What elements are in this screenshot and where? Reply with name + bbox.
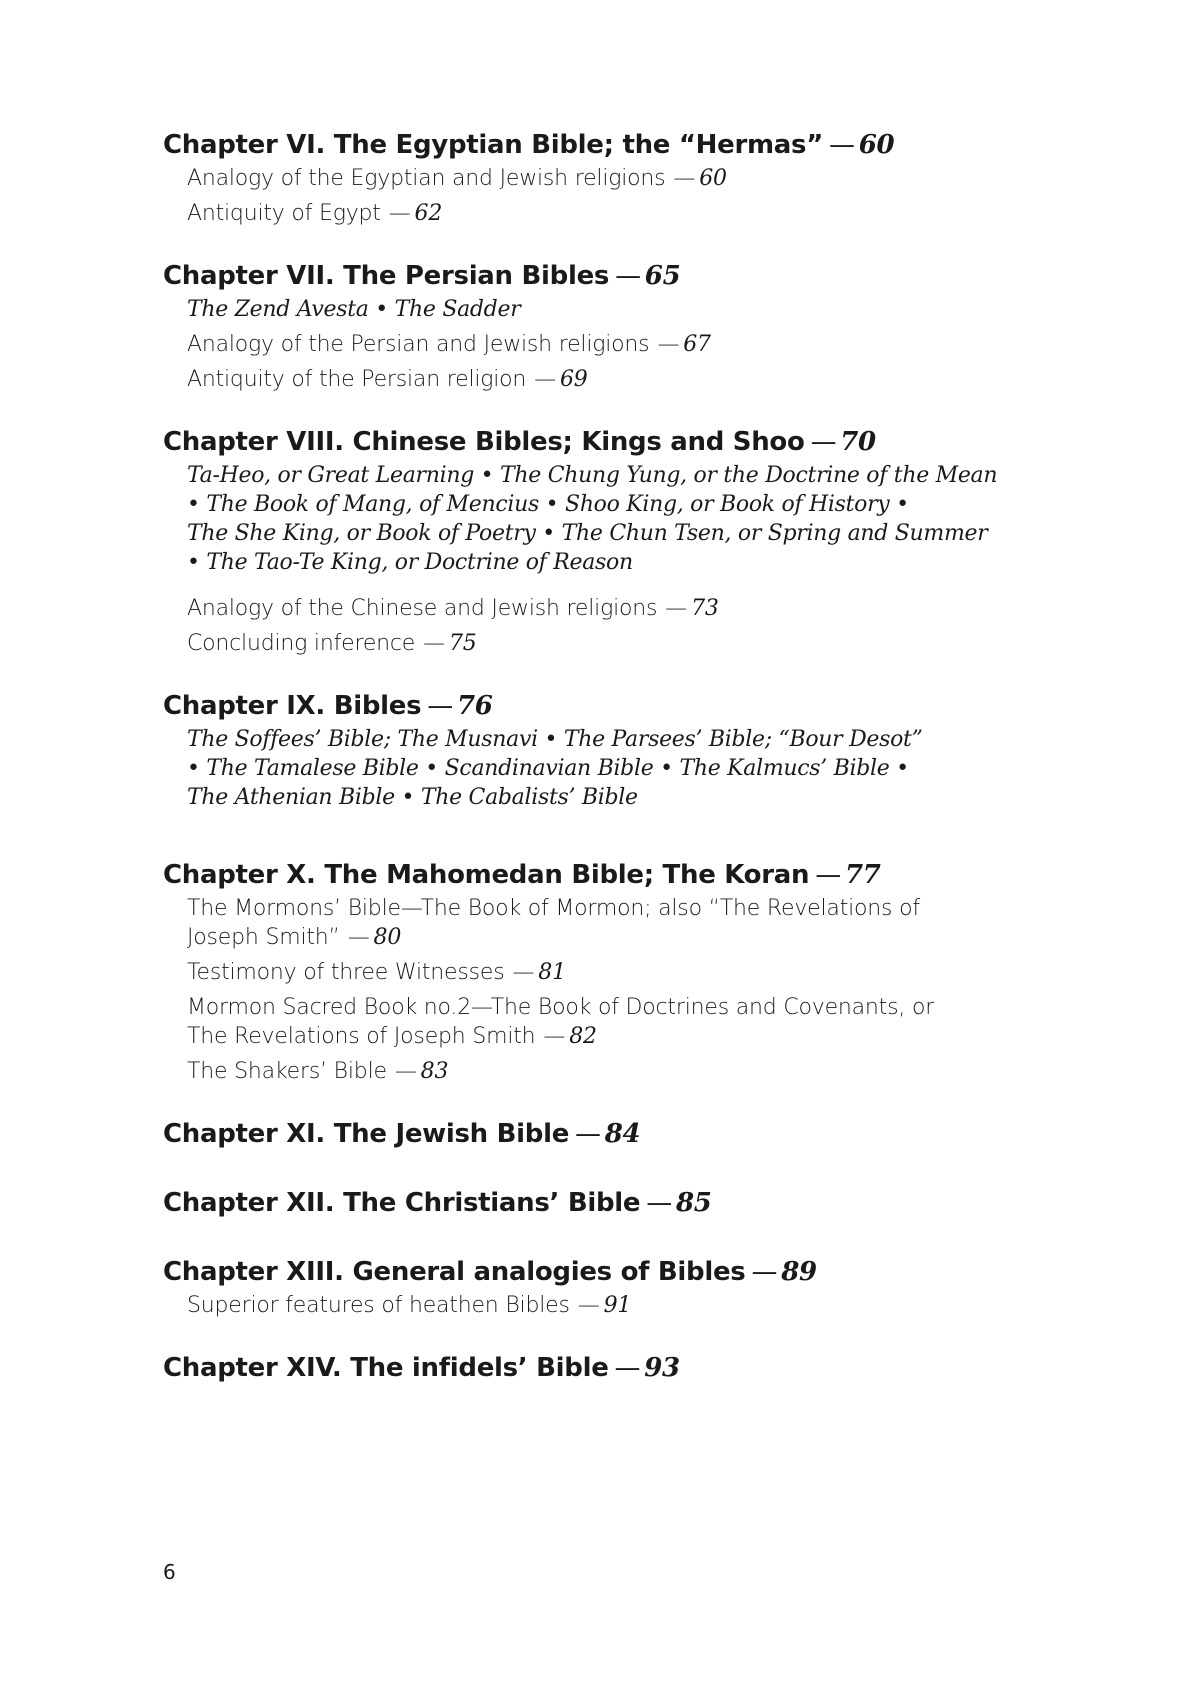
separator: — — [751, 1257, 778, 1287]
chapter-9 — [163, 689, 1043, 812]
chapter-6 — [163, 128, 1043, 228]
chapter-title: Chapter VII. The Persian Bibles — [163, 261, 610, 291]
chapter-heading — [163, 259, 1043, 293]
chapter-page: 70 — [840, 427, 876, 457]
chapter-title: Chapter IX. Bibles — [163, 691, 422, 721]
entry-page: 73 — [691, 596, 719, 621]
separator: — — [427, 691, 453, 721]
separator: — — [615, 261, 641, 291]
separator: — — [575, 1119, 601, 1149]
separator: — — [657, 332, 680, 357]
entry-text: Antiquity of the Persian religion — [187, 367, 527, 392]
chapter-heading — [163, 858, 1043, 892]
chapter-heading — [163, 1351, 1043, 1385]
separator: — — [828, 130, 855, 160]
chapter-contents — [163, 725, 1043, 812]
contents-line: The Zend Avesta • The Sadder — [187, 297, 521, 322]
chapter-heading — [163, 128, 1043, 162]
chapter-heading — [163, 425, 1043, 459]
chapter-page: 76 — [457, 691, 493, 721]
toc-entry — [163, 594, 1043, 623]
chapter-page: 93 — [644, 1353, 680, 1383]
entry-page: 81 — [538, 960, 566, 985]
entry-text: Concluding inference — [187, 631, 416, 656]
separator: — — [646, 1188, 672, 1218]
chapter-heading — [163, 1186, 1043, 1220]
toc-entry — [163, 330, 1043, 359]
chapter-12 — [163, 1186, 1043, 1220]
chapter-heading — [163, 689, 1043, 723]
page-number: 6 — [163, 1560, 176, 1584]
entry-text: Analogy of the Egyptian and Jewish religions — [187, 166, 666, 191]
chapter-title: Chapter XIII. General analogies of Bibles — [163, 1257, 746, 1287]
chapter-title: Chapter XIV. The infidels’ Bible — [163, 1353, 609, 1383]
entry-text: Analogy of the Chinese and Jewish religions — [187, 596, 658, 621]
chapter-title: Chapter XI. The Jewish Bible — [163, 1119, 570, 1149]
toc-entry — [163, 1057, 1043, 1086]
separator: — — [423, 631, 445, 656]
toc-entry — [163, 164, 1043, 193]
entry-text: Mormon Sacred Book no.2—The Book of Doctrines and Covenants, or — [187, 995, 935, 1020]
separator: — — [815, 860, 841, 890]
entry-page: 62 — [414, 201, 443, 226]
chapter-page: 60 — [858, 130, 895, 160]
chapter-heading — [163, 1117, 1043, 1151]
toc-entry — [163, 958, 1043, 987]
separator: — — [388, 201, 411, 226]
contents-line: • The Tao-Te King, or Doctrine of Reason — [187, 550, 633, 575]
contents-line: • The Tamalese Bible • Scandinavian Bible • The Kalmucs’ Bible • — [187, 756, 909, 781]
toc-entry — [163, 629, 1043, 658]
entry-text: Analogy of the Persian and Jewish religions — [187, 332, 650, 357]
chapter-contents — [163, 461, 1043, 577]
chapter-8 — [163, 425, 1043, 658]
entry-page: 69 — [560, 367, 588, 392]
chapter-page: 65 — [644, 261, 681, 291]
chapter-13 — [163, 1255, 1043, 1320]
toc-entry — [163, 894, 1043, 952]
separator: — — [534, 367, 556, 392]
separator: — — [394, 1059, 417, 1084]
separator: — — [543, 1024, 566, 1049]
chapter-heading — [163, 1255, 1043, 1289]
entry-text: Superior features of heathen Bibles — [187, 1293, 570, 1318]
separator: — — [577, 1293, 600, 1318]
chapter-title: Chapter X. The Mahomedan Bible; The Koran — [163, 860, 810, 890]
chapter-7 — [163, 259, 1043, 394]
chapter-page: 84 — [604, 1119, 641, 1149]
entry-text: Joseph Smith” — [187, 925, 340, 950]
entry-text: The Mormons’ Bible—The Book of Mormon; also “The Revelations of — [187, 896, 920, 921]
entry-page: 82 — [569, 1024, 597, 1049]
chapter-title: Chapter XII. The Christians’ Bible — [163, 1188, 641, 1218]
chapter-title: Chapter VIII. Chinese Bibles; Kings and Shoo — [163, 427, 805, 457]
separator: — — [347, 925, 370, 950]
chapter-page: 89 — [781, 1257, 817, 1287]
contents-line: The She King, or Book of Poetry • The Chun Tsen, or Spring and Summer — [187, 521, 988, 546]
toc-entry — [163, 1291, 1043, 1320]
contents-line: Ta-Heo, or Great Learning • The Chung Yung, or the Doctrine of the Mean — [187, 463, 998, 488]
entry-page: 75 — [448, 631, 477, 656]
separator: — — [665, 596, 688, 621]
separator: — — [614, 1353, 641, 1383]
separator: — — [810, 427, 837, 457]
entry-text: Antiquity of Egypt — [187, 201, 381, 226]
separator: — — [673, 166, 696, 191]
contents-line: • The Book of Mang, of Mencius • Shoo King, or Book of History • — [187, 492, 909, 517]
entry-text: Testimony of three Witnesses — [187, 960, 505, 985]
entry-page: 83 — [420, 1059, 449, 1084]
contents-line: The Athenian Bible • The Cabalists’ Bible — [187, 785, 638, 810]
toc-entry — [163, 365, 1043, 394]
chapter-title: Chapter VI. The Egyptian Bible; the “Hermas” — [163, 130, 823, 160]
contents-line: The Soffees’ Bible; The Musnavi • The Parsees’ Bible; “Bour Desot” — [187, 727, 923, 752]
separator: — — [512, 960, 535, 985]
toc-entry — [163, 199, 1043, 228]
entry-text: The Revelations of Joseph Smith — [187, 1024, 536, 1049]
chapter-14 — [163, 1351, 1043, 1385]
toc-entry — [163, 993, 1043, 1051]
chapter-page: 85 — [675, 1188, 712, 1218]
entry-text: The Shakers’ Bible — [187, 1059, 387, 1084]
table-of-contents — [163, 128, 1043, 1385]
entry-page: 91 — [603, 1293, 632, 1318]
chapter-contents — [163, 295, 1043, 324]
entry-page: 67 — [683, 332, 711, 357]
entry-page: 60 — [699, 166, 727, 191]
chapter-10 — [163, 858, 1043, 1086]
chapter-11 — [163, 1117, 1043, 1151]
chapter-page: 77 — [844, 860, 881, 890]
entry-page: 80 — [373, 925, 402, 950]
